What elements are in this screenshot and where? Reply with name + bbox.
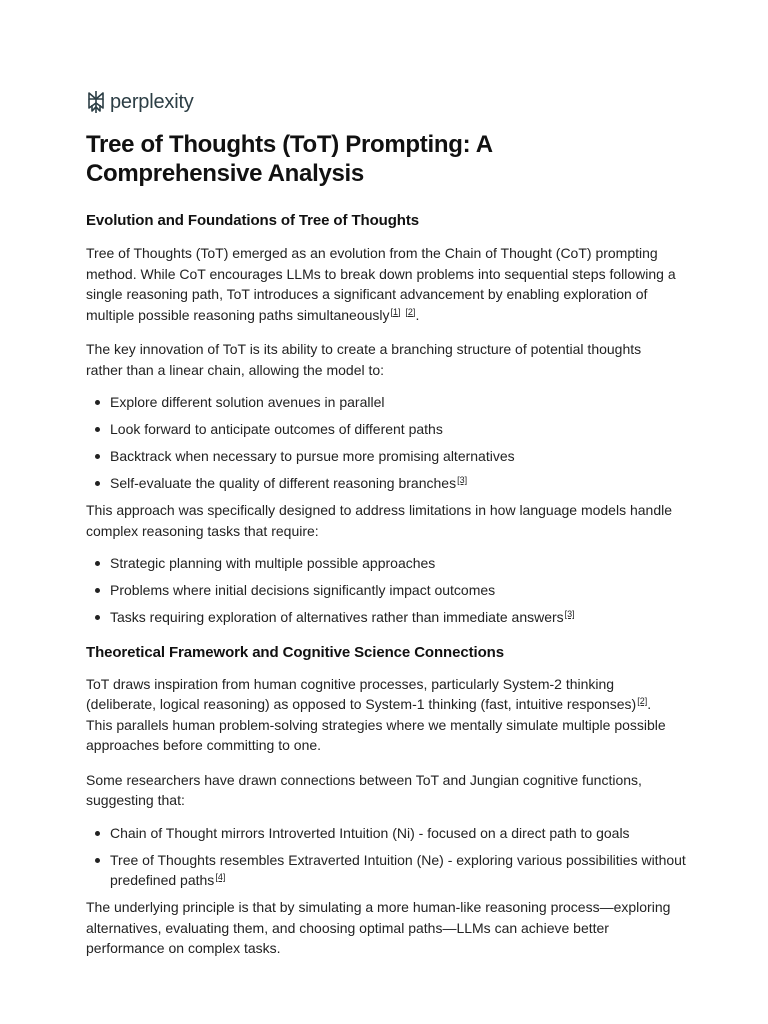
section-heading: Evolution and Foundations of Tree of Thoughts [86, 212, 419, 229]
list-item: Self-evaluate the quality of different reasoning branches[3] [86, 473, 686, 494]
page-title: Tree of Thoughts (ToT) Prompting: A Comprehensive Analysis [86, 131, 492, 187]
brand-name: perplexity [110, 90, 194, 113]
citation-link[interactable]: [4] [215, 872, 226, 882]
citation-link[interactable]: [3] [564, 609, 575, 619]
list-item: Tasks requiring exploration of alternatives rather than immediate answers[3] [86, 607, 686, 628]
paragraph: The underlying principle is that by simulating a more human-like reasoning process—exploring alternatives, evaluating them, and choosing optimal paths—LLMs can achieve better performance on complex tasks. [86, 899, 671, 956]
citation-link[interactable]: [2] [405, 306, 416, 317]
paragraph [86, 674, 676, 756]
brand-logo[interactable] [86, 88, 686, 116]
list-item: Problems where initial decisions significantly impact outcomes [86, 580, 686, 601]
paragraph-text: . This parallels human problem-solving strategies where we mentally simulate multiple possible approaches before committing to one. [86, 696, 666, 753]
citation-link[interactable]: [3] [457, 475, 468, 485]
document-page [86, 88, 686, 959]
list-item: Explore different solution avenues in parallel [86, 392, 686, 413]
list-item: Chain of Thought mirrors Introverted Intuition (Ni) - focused on a direct path to goals [86, 823, 686, 844]
paragraph [86, 243, 678, 325]
bullet-list [86, 553, 686, 628]
paragraph-text: . [415, 306, 420, 323]
list-item: Tree of Thoughts resembles Extraverted Intuition (Ne) - exploring various possibilities without predefined paths[4] [86, 850, 686, 891]
paragraph: The key innovation of ToT is its ability to create a branching structure of potential thoughts rather than a linear chain, allowing the model to: [86, 341, 642, 378]
paragraph-text: Tree of Thoughts (ToT) emerged as an evolution from the Chain of Thought (CoT) prompting method. While CoT encourages LLMs to break down problems into sequential steps following a single reasoning path, ToT introduces a significant advancement by enabling exploration of multiple possible reasoning paths simultaneously [86, 245, 676, 323]
bullet-list [86, 823, 686, 891]
paragraph: This approach was specifically designed to address limitations in how language models handle complex reasoning tasks that require: [86, 502, 673, 539]
list-item: Backtrack when necessary to pursue more promising alternatives [86, 446, 686, 467]
perplexity-logo-icon [86, 90, 106, 114]
paragraph-text: ToT draws inspiration from human cognitive processes, particularly System-2 thinking (deliberate, logical reasoning) as opposed to System-1 thinking (fast, intuitive responses) [86, 675, 637, 712]
bullet-list [86, 392, 686, 494]
list-item: Strategic planning with multiple possible approaches [86, 553, 686, 574]
citation-link[interactable]: [2] [637, 696, 648, 706]
list-item: Look forward to anticipate outcomes of different paths [86, 419, 686, 440]
paragraph: Some researchers have drawn connections between ToT and Jungian cognitive functions, suggesting that: [86, 771, 642, 808]
section-heading: Theoretical Framework and Cognitive Science Connections [86, 643, 504, 661]
citation-link[interactable]: [1] [390, 306, 401, 317]
